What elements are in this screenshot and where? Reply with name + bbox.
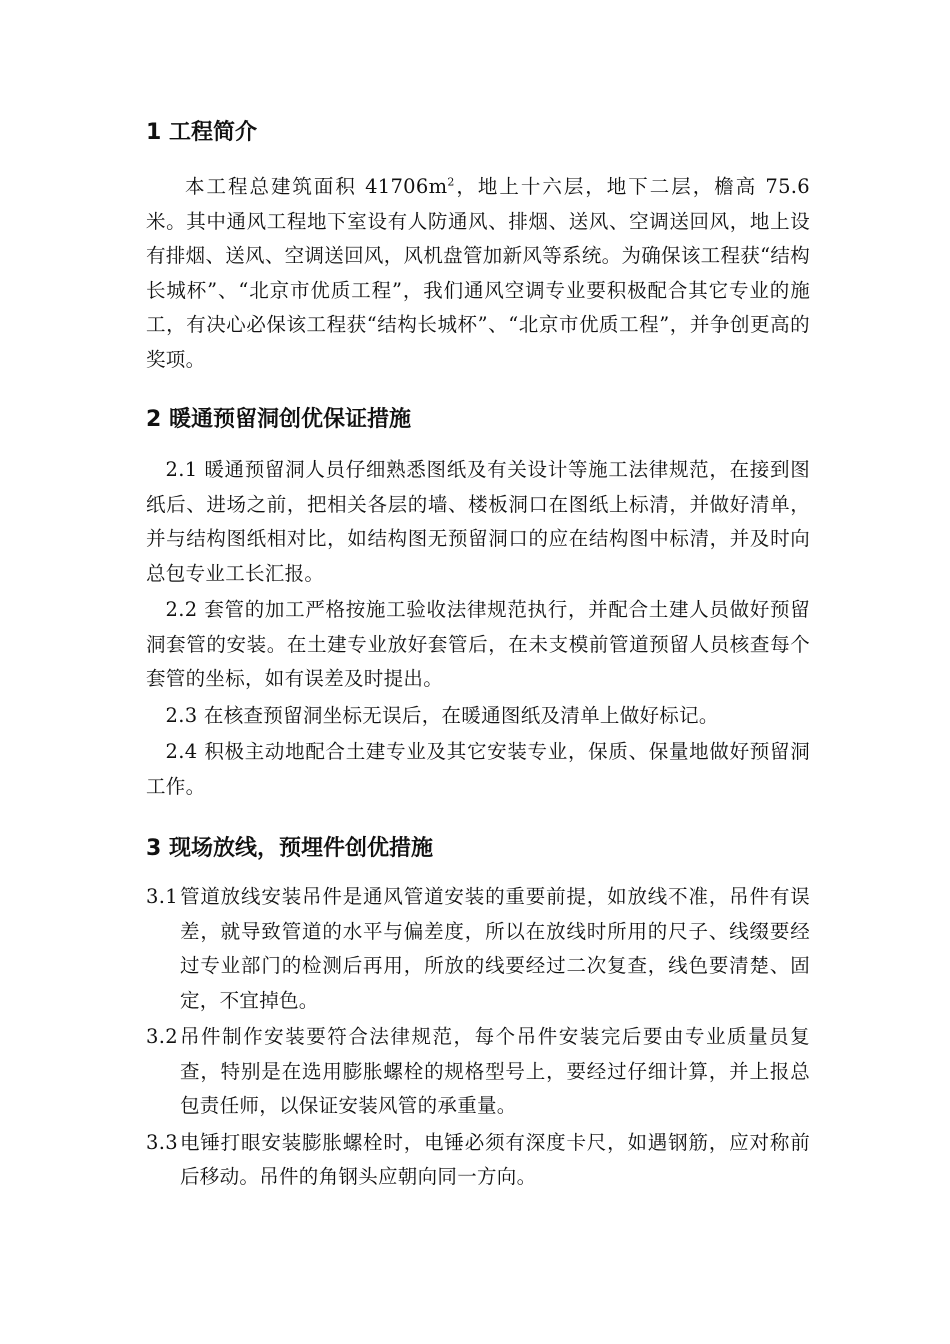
section-2-item: 2.2 套管的加工严格按施工验收法律规范执行，并配合土建人员做好预留洞套管的安装。在土建专业放好套管后，在未支模前管道预留人员核查每个套管的坐标，如有误差及时提出。 — [146, 598, 810, 690]
section-3-heading: 3 现场放线，预埋件创优措施 — [146, 836, 433, 861]
item-text: 电锤打眼安装膨胀螺栓时，电锤必须有深度卡尺，如遇钢筋，应对称前后移动。吊件的角钢头应朝向同一方向。 — [180, 1130, 810, 1188]
section-2-heading: 2 暖通预留洞创优保证措施 — [146, 407, 411, 432]
section-1-paragraph — [146, 170, 810, 377]
section-3-item — [146, 1126, 810, 1195]
section-1-text-b: ，地上十六层，地下二层，檐高 75.6 米。其中通风工程地下室设有人防通风、排烟、送风、空调送回风，地上设有排烟、送风、空调送回风，风机盘管加新风等系统。为确保该工程获“结构长城杯”、“北京市优质工程”，我们通风空调专业要积极配合其它专业的施工，有决心必保该工程获“结构长城杯”、“北京市优质工程”，并争创更高的奖项。 — [146, 175, 810, 371]
item-number: 3.3 — [146, 1130, 178, 1154]
area-unit-superscript: 2 — [447, 175, 455, 189]
document-page — [146, 118, 810, 1195]
section-2-item: 2.1 暖通预留洞人员仔细熟悉图纸及有关设计等施工法律规范，在接到图纸后、进场之前，把相关各层的墙、楼板洞口在图纸上标清，并做好清单，并与结构图纸相对比，如结构图无预留洞口的应在结构图中标清，并及时向总包专业工长汇报。 — [146, 458, 810, 585]
section-2-item: 2.3 在核查预留洞坐标无误后，在暖通图纸及清单上做好标记。 — [165, 703, 719, 727]
section-3-item — [146, 1020, 810, 1124]
item-text: 吊件制作安装要符合法律规范，每个吊件安装完后要由专业质量员复查，特别是在选用膨胀螺栓的规格型号上，要经过仔细计算，并上报总包责任师，以保证安装风管的承重量。 — [180, 1025, 810, 1117]
section-3-item — [146, 880, 810, 1018]
section-1-heading: 1 工程简介 — [146, 120, 257, 145]
item-number: 3.1 — [146, 885, 178, 908]
section-1-text-a: 本工程总建筑面积 41706m — [185, 175, 448, 198]
section-2-item: 2.4 积极主动地配合土建专业及其它安装专业，保质、保量地做好预留洞工作。 — [146, 740, 810, 798]
item-number: 3.2 — [146, 1025, 178, 1048]
item-text: 管道放线安装吊件是通风管道安装的重要前提，如放线不准，吊件有误差，就导致管道的水平与偏差度，所以在放线时所用的尺子、线缀要经过专业部门的检测后再用，所放的线要经过二次复查，线色要清楚、固定，不宜掉色。 — [180, 885, 810, 1012]
